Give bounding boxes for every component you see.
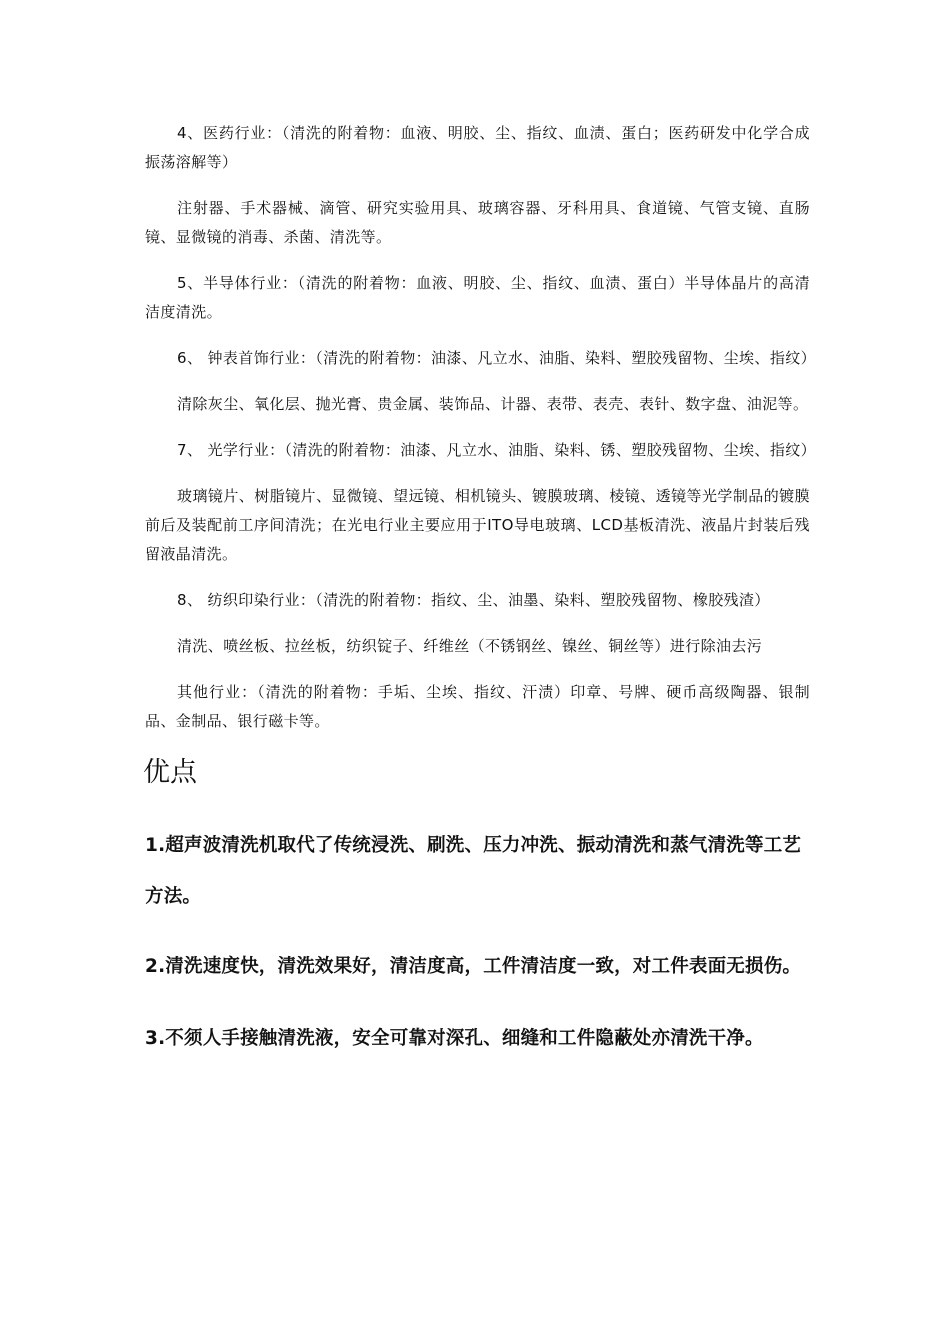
paragraph-textile-industry: 8、 纺织印染行业：（清洗的附着物：指纹、尘、油墨、染料、塑胶残留物、橡胶残渣）: [177, 591, 770, 609]
advantage-item-3: 3.不须人手接触清洗液，安全可靠对深孔、细缝和工件隐蔽处亦清洗干净。: [145, 1028, 764, 1049]
advantage-item-2: 2.清洗速度快，清洗效果好，清洁度高，工件清洁度一致，对工件表面无损伤。: [145, 956, 802, 977]
paragraph-jewelry-items: 清除灰尘、氧化层、抛光膏、贵金属、装饰品、计器、表带、表壳、表针、数字盘、油泥等。: [177, 395, 809, 413]
paragraph-optical-items: 玻璃镜片、树脂镜片、显微镜、望远镜、相机镜头、镀膜玻璃、棱镜、透镜等光学制品的镀膜前后及装配前工序间清洗；在光电行业主要应用于ITO导电玻璃、LCD基板清洗、液晶片封装后残留液晶清洗。: [145, 487, 810, 563]
section-heading-advantages: 优点: [143, 757, 197, 788]
paragraph-optical-industry: 7、 光学行业：（清洗的附着物：油漆、凡立水、油脂、染料、锈、塑胶残留物、尘埃、指纹）: [177, 441, 817, 459]
document-body: [143, 119, 817, 1083]
paragraph-medical-items: 注射器、手术器械、滴管、研究实验用具、玻璃容器、牙科用具、食道镜、气管支镜、直肠镜、显微镜的消毒、杀菌、清洗等。: [145, 199, 810, 246]
paragraph-semiconductor-industry: 5、半导体行业：（清洗的附着物：血液、明胶、尘、指纹、血渍、蛋白）半导体晶片的高清洁度清洗。: [145, 274, 810, 321]
paragraph-textile-items: 清洗、喷丝板、拉丝板，纺织锭子、纤维丝（不锈钢丝、镍丝、铜丝等）进行除油去污: [177, 637, 763, 655]
paragraph-other-industries: 其他行业：（清洗的附着物：手垢、尘埃、指纹、汗渍）印章、号牌、硬币高级陶器、银制品、金制品、银行磁卡等。: [145, 683, 810, 730]
paragraph-medical-industry: 4、医药行业：（清洗的附着物：血液、明胶、尘、指纹、血渍、蛋白；医药研发中化学合成振荡溶解等）: [145, 124, 810, 171]
advantage-item-1: 1.超声波清洗机取代了传统浸洗、刷洗、压力冲洗、振动清洗和蒸气清洗等工艺方法。: [145, 835, 802, 907]
paragraph-jewelry-industry: 6、 钟表首饰行业：（清洗的附着物：油漆、凡立水、油脂、染料、塑胶残留物、尘埃、指纹）: [177, 349, 817, 367]
